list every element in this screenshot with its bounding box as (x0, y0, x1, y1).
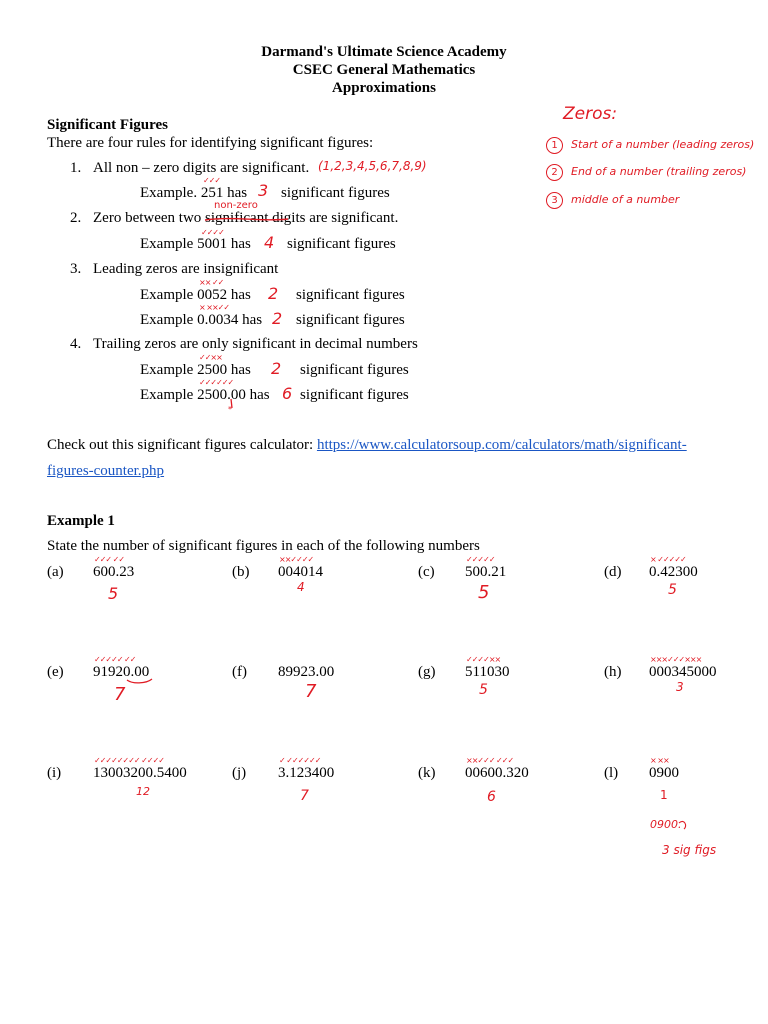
item-g-marks: ✓✓✓✓×× (466, 655, 501, 664)
struck-word: significant (205, 210, 269, 226)
section-intro: There are four rules for identifying significant figures: (47, 135, 374, 151)
item-f-label: (f) (232, 664, 247, 680)
item-f-answer: 7 (305, 681, 317, 702)
item-e-answer: 7 (114, 684, 126, 705)
zeros-item-2: 2 End of a number (trailing zeros) (546, 164, 746, 181)
item-k-label: (k) (418, 765, 436, 781)
item-d-value: 0.42300 (649, 564, 698, 580)
topic-title: Approximations (332, 80, 436, 96)
item-l-label: (l) (604, 765, 619, 781)
ticks-251: ✓✓✓ (203, 176, 221, 185)
item-h-label: (h) (604, 664, 622, 680)
item-g-label: (g) (418, 664, 436, 680)
item-d-answer: 5 (668, 582, 677, 598)
item-i-label: (i) (47, 765, 62, 781)
item-a-label: (a) (47, 564, 64, 580)
handwritten-answer-5001: 4 (264, 233, 275, 252)
item-b-answer: 4 (297, 580, 305, 594)
item-k-value: 00600.320 (465, 765, 529, 781)
example-0052-line: Example 0052 has (140, 287, 251, 303)
item-c-value: 500.21 (465, 564, 507, 580)
item-d-marks: × ✓✓✓✓✓ (650, 555, 686, 564)
rule-3-number: 3. (70, 261, 82, 277)
item-l-value: 0900 (649, 765, 679, 781)
handwritten-nonzero-digits: (1,2,3,4,5,6,7,8,9) (318, 159, 427, 173)
handwritten-answer-00034: 2 (272, 309, 283, 328)
rule-3-text: Leading zeros are insignificant (93, 261, 279, 277)
example-1-title: Example 1 (47, 513, 115, 529)
item-h-value: 000345000 (649, 664, 717, 680)
item-h-marks: ×××✓✓✓××× (650, 655, 702, 664)
example-5001-suffix: significant figures (287, 236, 396, 252)
item-i-answer: 12 (136, 785, 150, 798)
rule-2-text: Zero between two significant digits are significant. (93, 210, 399, 226)
section-title: Significant Figures (47, 117, 168, 133)
handwritten-non-zero: non-zero (214, 200, 258, 211)
example-00034-suffix: significant figures (296, 312, 405, 328)
item-e-marks: ✓✓✓✓✓ ✓✓ (94, 655, 136, 664)
item-l-note-text: 3 sig figs (662, 843, 717, 857)
item-i-marks: ✓✓✓✓✓✓✓✓ ✓✓✓✓ (94, 756, 164, 765)
item-l-note-value: 0900. (650, 818, 682, 831)
item-a-value: 600.23 (93, 564, 135, 580)
example-251-line: Example. 251 has (140, 185, 248, 201)
marks-0052: ×× ✓✓ (199, 278, 224, 287)
item-j-label: (j) (232, 765, 247, 781)
rule-2-number: 2. (70, 210, 82, 226)
item-b-label: (b) (232, 564, 250, 580)
item-b-value: 004014 (278, 564, 323, 580)
item-a-marks: ✓✓✓ ✓✓ (94, 555, 125, 564)
zeros-title: Zeros: (563, 104, 618, 124)
item-j-marks: ✓ ✓✓✓✓✓✓ (279, 756, 321, 765)
item-g-value: 511030 (465, 664, 510, 680)
example-1-prompt: State the number of significant figures in each of the following numbers (47, 538, 480, 554)
item-c-label: (c) (418, 564, 435, 580)
handwritten-answer-2500: 2 (271, 359, 282, 378)
item-l-answer: 1 (660, 788, 668, 802)
ticks-5001: ✓✓✓✓ (201, 228, 224, 237)
rule-4-text: Trailing zeros are only significant in decimal numbers (93, 336, 418, 352)
rule-1-number: 1. (70, 160, 82, 176)
handwritten-answer-0052: 2 (268, 284, 279, 303)
item-j-value: 3.123400 (278, 765, 335, 781)
item-f-value: 89923.00 (278, 664, 335, 680)
zeros-item-1: 1 Start of a number (leading zeros) (546, 137, 754, 154)
example-250000-line: Example 2500.00 has (140, 387, 270, 403)
marks-2500: ✓✓×× (199, 353, 222, 362)
item-l-marks: × ×× (650, 756, 669, 765)
item-k-answer: 6 (487, 789, 496, 805)
marks-00034: × ××✓✓ (199, 303, 230, 312)
rule-1-text: All non – zero digits are significant. (93, 160, 310, 176)
item-g-answer: 5 (479, 682, 488, 698)
item-e-value: 91920.00 (93, 664, 150, 680)
decimal-star: * (228, 405, 232, 414)
ticks-250000: ✓✓✓✓✓✓ (199, 378, 234, 387)
curl-item-l (679, 821, 686, 829)
item-d-label: (d) (604, 564, 622, 580)
example-2500-line: Example 2500 has (140, 362, 251, 378)
item-e-label: (e) (47, 664, 64, 680)
calculator-link[interactable]: https://www.calculatorsoup.com/calculators/math/significant- (316, 437, 687, 453)
item-j-answer: 7 (300, 788, 309, 804)
course-title: CSEC General Mathematics (292, 62, 476, 78)
item-b-marks: ××✓✓✓✓ (279, 555, 314, 564)
item-k-marks: ××✓✓✓ ✓✓✓ (466, 756, 514, 765)
academy-title: Darmand's Ultimate Science Academy (261, 44, 507, 60)
item-h-answer: 3 (676, 680, 684, 694)
example-2500-suffix: significant figures (300, 362, 409, 378)
example-251-suffix: significant figures (281, 185, 390, 201)
item-a-answer: 5 (108, 584, 119, 603)
item-c-answer: 5 (478, 582, 490, 603)
handwritten-answer-250000: 6 (282, 384, 293, 403)
example-00034-line: Example 0.0034 has (140, 312, 263, 328)
strike-significant (205, 219, 288, 220)
handwritten-answer-251: 3 (258, 181, 269, 200)
example-0052-suffix: significant figures (296, 287, 405, 303)
example-5001-line: Example 5001 has (140, 236, 251, 252)
item-i-value: 13003200.5400 (93, 765, 187, 781)
example-250000-suffix: significant figures (300, 387, 409, 403)
bracket-item-e (127, 679, 152, 683)
zeros-item-3: 3 middle of a number (546, 192, 679, 209)
rule-4-number: 4. (70, 336, 82, 352)
calculator-text: Check out this significant figures calculator: (47, 437, 317, 453)
calculator-link-continued[interactable]: figures-counter.php (47, 463, 165, 479)
item-c-marks: ✓✓✓✓✓ (466, 555, 495, 564)
